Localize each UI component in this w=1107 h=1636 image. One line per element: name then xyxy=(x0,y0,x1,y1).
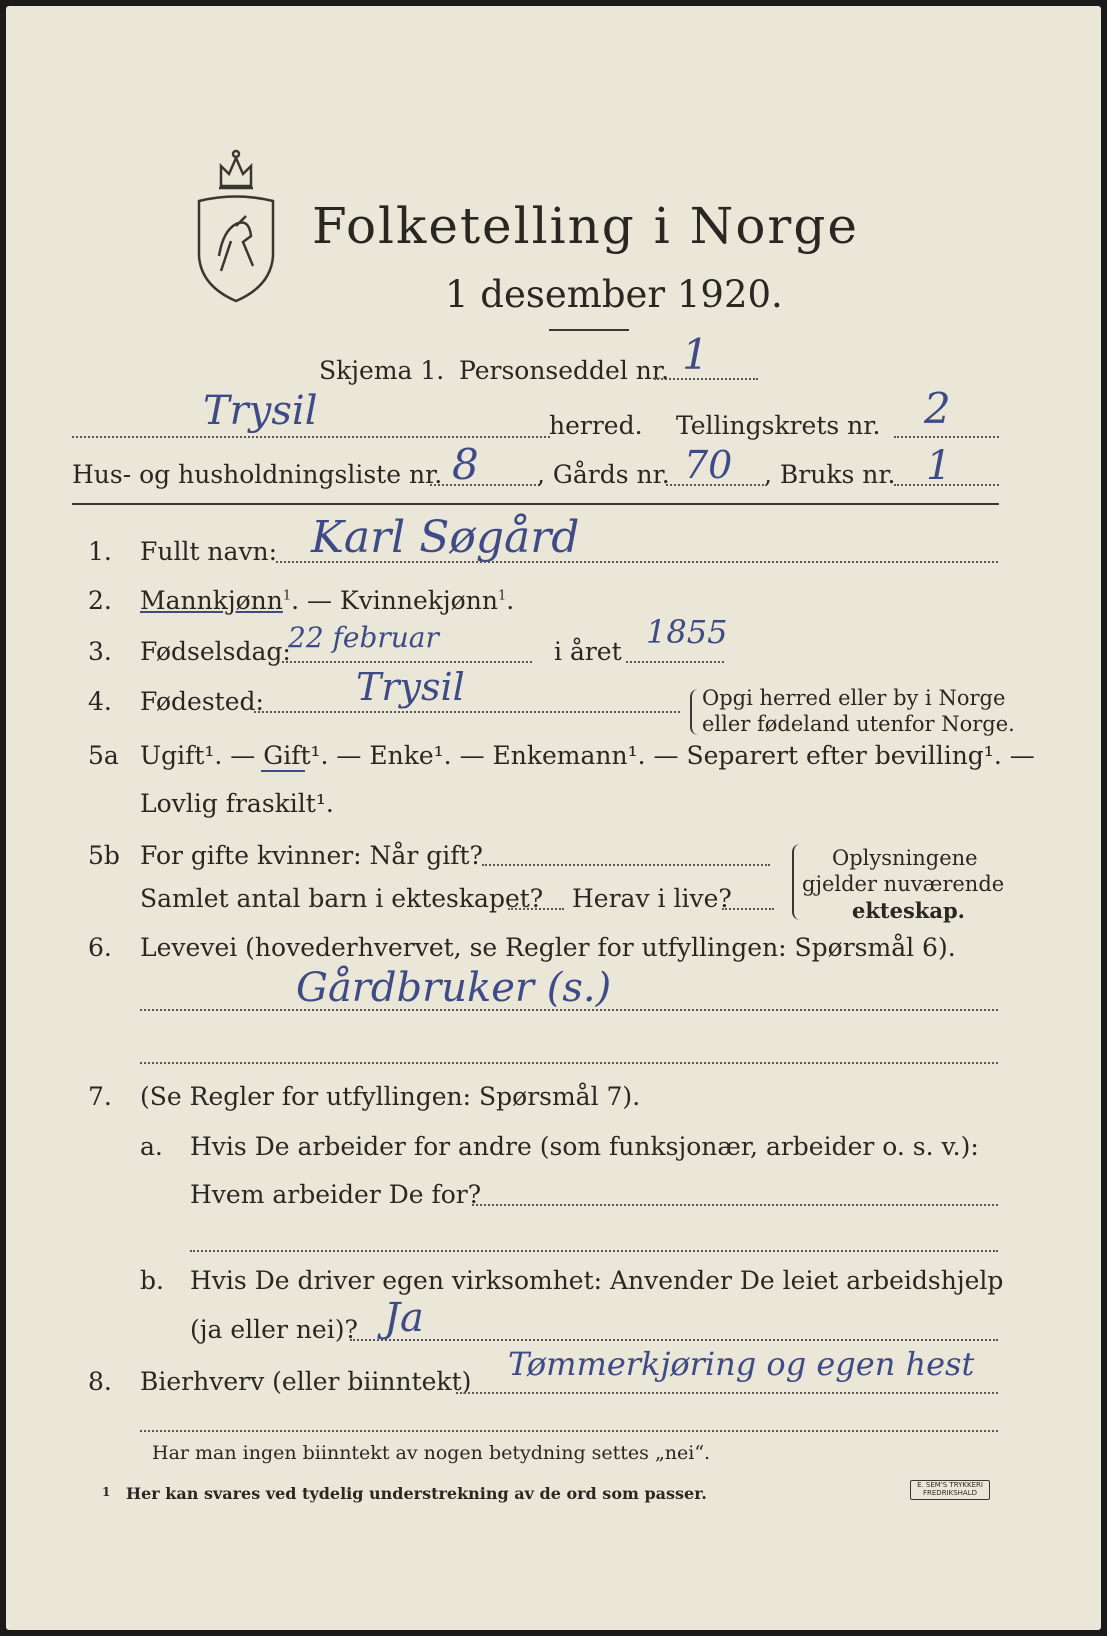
q5a-options-line2[interactable]: Lovlig fraskilt¹. xyxy=(140,789,334,818)
q3-year-field[interactable] xyxy=(626,661,724,663)
herred-value: Trysil xyxy=(203,388,318,434)
q7b-letter: b. xyxy=(140,1266,164,1295)
footnote-mark: 1 xyxy=(102,1485,111,1499)
q5b-alive-label: Herav i live? xyxy=(572,884,732,913)
q7a-line1: Hvis De arbeider for andre (som funksjonær, arbeider o. s. v.): xyxy=(190,1132,979,1161)
husliste-field[interactable] xyxy=(430,484,540,486)
q4-birthplace-value: Trysil xyxy=(356,665,465,709)
q2-sup1: 1 xyxy=(282,588,292,604)
census-date: 1 desember 1920. xyxy=(445,273,783,316)
printer-stamp xyxy=(910,1480,990,1500)
q7a-line2: Hvem arbeider De for? xyxy=(190,1180,482,1209)
gards-value: 70 xyxy=(684,443,733,487)
q5a-options-line1[interactable]: Ugift¹. — Gift¹. — Enke¹. — Enkemann¹. — Separert efter bevilling¹. — xyxy=(140,741,1035,770)
q6-occupation-value: Gårdbruker (s.) xyxy=(296,965,612,1011)
schema-label: Skjema 1. xyxy=(319,356,445,385)
q1-name-field[interactable] xyxy=(276,561,998,563)
tellingskrets-label: Tellingskrets nr. xyxy=(676,411,881,440)
printer-stamp-line1: E. SEM'S TRYKKERI xyxy=(917,1481,983,1489)
q1-name-value: Karl Søgård xyxy=(311,512,580,563)
q6-number: 6. xyxy=(88,933,112,962)
herred-label: herred. xyxy=(549,411,643,440)
herred-field[interactable] xyxy=(72,436,550,438)
q5b-alive-field[interactable] xyxy=(722,908,774,910)
form-title: Folketelling i Norge xyxy=(312,197,859,255)
q2-sup2: 1 xyxy=(497,588,507,604)
q5b-hint-line1: Oplysningene xyxy=(832,846,978,870)
q6-occupation-field-2[interactable] xyxy=(140,1062,998,1064)
q8-label: Bierhverv (eller biinntekt) xyxy=(140,1367,472,1396)
q4-label: Fødested: xyxy=(140,687,264,716)
q3-date-value: 22 februar xyxy=(288,621,439,654)
q5a-gift-underline xyxy=(261,770,305,772)
q7b-answer-value: Ja xyxy=(384,1295,424,1341)
q5b-number: 5b xyxy=(88,841,120,870)
tellingskrets-value: 2 xyxy=(924,384,951,433)
q5b-hint-line2: gjelder nuværende xyxy=(802,872,1005,896)
q4-birthplace-field[interactable] xyxy=(254,711,680,713)
q2-end: . xyxy=(506,586,515,615)
q1-label: Fullt navn: xyxy=(140,537,278,566)
q7b-answer-field[interactable] xyxy=(350,1339,998,1341)
printer-stamp-line2: FREDRIKSHALD xyxy=(922,1489,977,1497)
q3-number: 3. xyxy=(88,637,112,666)
tellingskrets-field[interactable] xyxy=(894,436,999,438)
q6-label: Levevei (hovederhvervet, se Regler for utfyllingen: Spørsmål 6). xyxy=(140,933,956,962)
q8-number: 8. xyxy=(88,1367,112,1396)
q3-date-field[interactable] xyxy=(282,661,532,663)
q2-male-option[interactable]: Mannkjønn xyxy=(140,586,283,615)
bruks-label: , Bruks nr. xyxy=(764,460,896,489)
header-rule xyxy=(72,503,999,505)
q8-side-income-value: Tømmerkjøring og egen hest xyxy=(508,1345,975,1383)
husliste-value: 8 xyxy=(452,440,479,489)
title-divider xyxy=(549,329,629,331)
coat-of-arms-icon xyxy=(191,146,281,306)
q5b-children-field[interactable] xyxy=(508,908,564,910)
q5b-married-field[interactable] xyxy=(482,864,770,866)
q7b-line2: (ja eller nei)? xyxy=(190,1315,358,1344)
q7b-line1: Hvis De driver egen virksomhet: Anvender De leiet arbeidshjelp xyxy=(190,1266,1004,1295)
q7a-letter: a. xyxy=(140,1132,163,1161)
q3-label: Fødselsdag: xyxy=(140,637,291,666)
q5a-number: 5a xyxy=(88,741,119,770)
q6-occupation-field-1[interactable] xyxy=(140,1009,998,1011)
q4-hint-brace xyxy=(690,689,698,735)
q8-side-income-field-1[interactable] xyxy=(456,1392,998,1394)
biinntekt-note: Har man ingen biinntekt av nogen betydning settes „nei“. xyxy=(152,1442,711,1464)
bruks-value: 1 xyxy=(926,443,952,489)
q3-year-label: i året xyxy=(554,637,622,666)
personseddel-label: Personseddel nr. xyxy=(459,356,670,385)
q7-label: (Se Regler for utfyllingen: Spørsmål 7). xyxy=(140,1082,641,1111)
q7a-employer-field-2[interactable] xyxy=(190,1250,998,1252)
q7-number: 7. xyxy=(88,1082,112,1111)
q5b-married-label: For gifte kvinner: Når gift? xyxy=(140,841,483,870)
q5b-hint-brace xyxy=(792,844,800,920)
personseddel-value: 1 xyxy=(682,330,709,379)
footnote-text: Her kan svares ved tydelig understrekning av de ord som passer. xyxy=(126,1484,707,1503)
census-form xyxy=(6,6,1101,1630)
q1-number: 1. xyxy=(88,537,112,566)
q4-hint-line2: eller fødeland utenfor Norge. xyxy=(702,712,1015,736)
husliste-label: Hus- og husholdningsliste nr. xyxy=(72,460,443,489)
q8-side-income-field-2[interactable] xyxy=(140,1430,998,1432)
q4-hint-line1: Opgi herred eller by i Norge xyxy=(702,686,1006,710)
q2-options xyxy=(140,588,514,613)
q2-separator: . — Kvinnekjønn xyxy=(291,586,498,615)
q7a-employer-field-1[interactable] xyxy=(472,1204,998,1206)
q2-number: 2. xyxy=(88,586,112,615)
q4-number: 4. xyxy=(88,687,112,716)
gards-label: , Gårds nr. xyxy=(537,460,670,489)
q5b-children-label: Samlet antal barn i ekteskapet? xyxy=(140,884,544,913)
q5b-hint-line3: ekteskap. xyxy=(852,898,965,923)
q3-year-value: 1855 xyxy=(646,613,728,651)
